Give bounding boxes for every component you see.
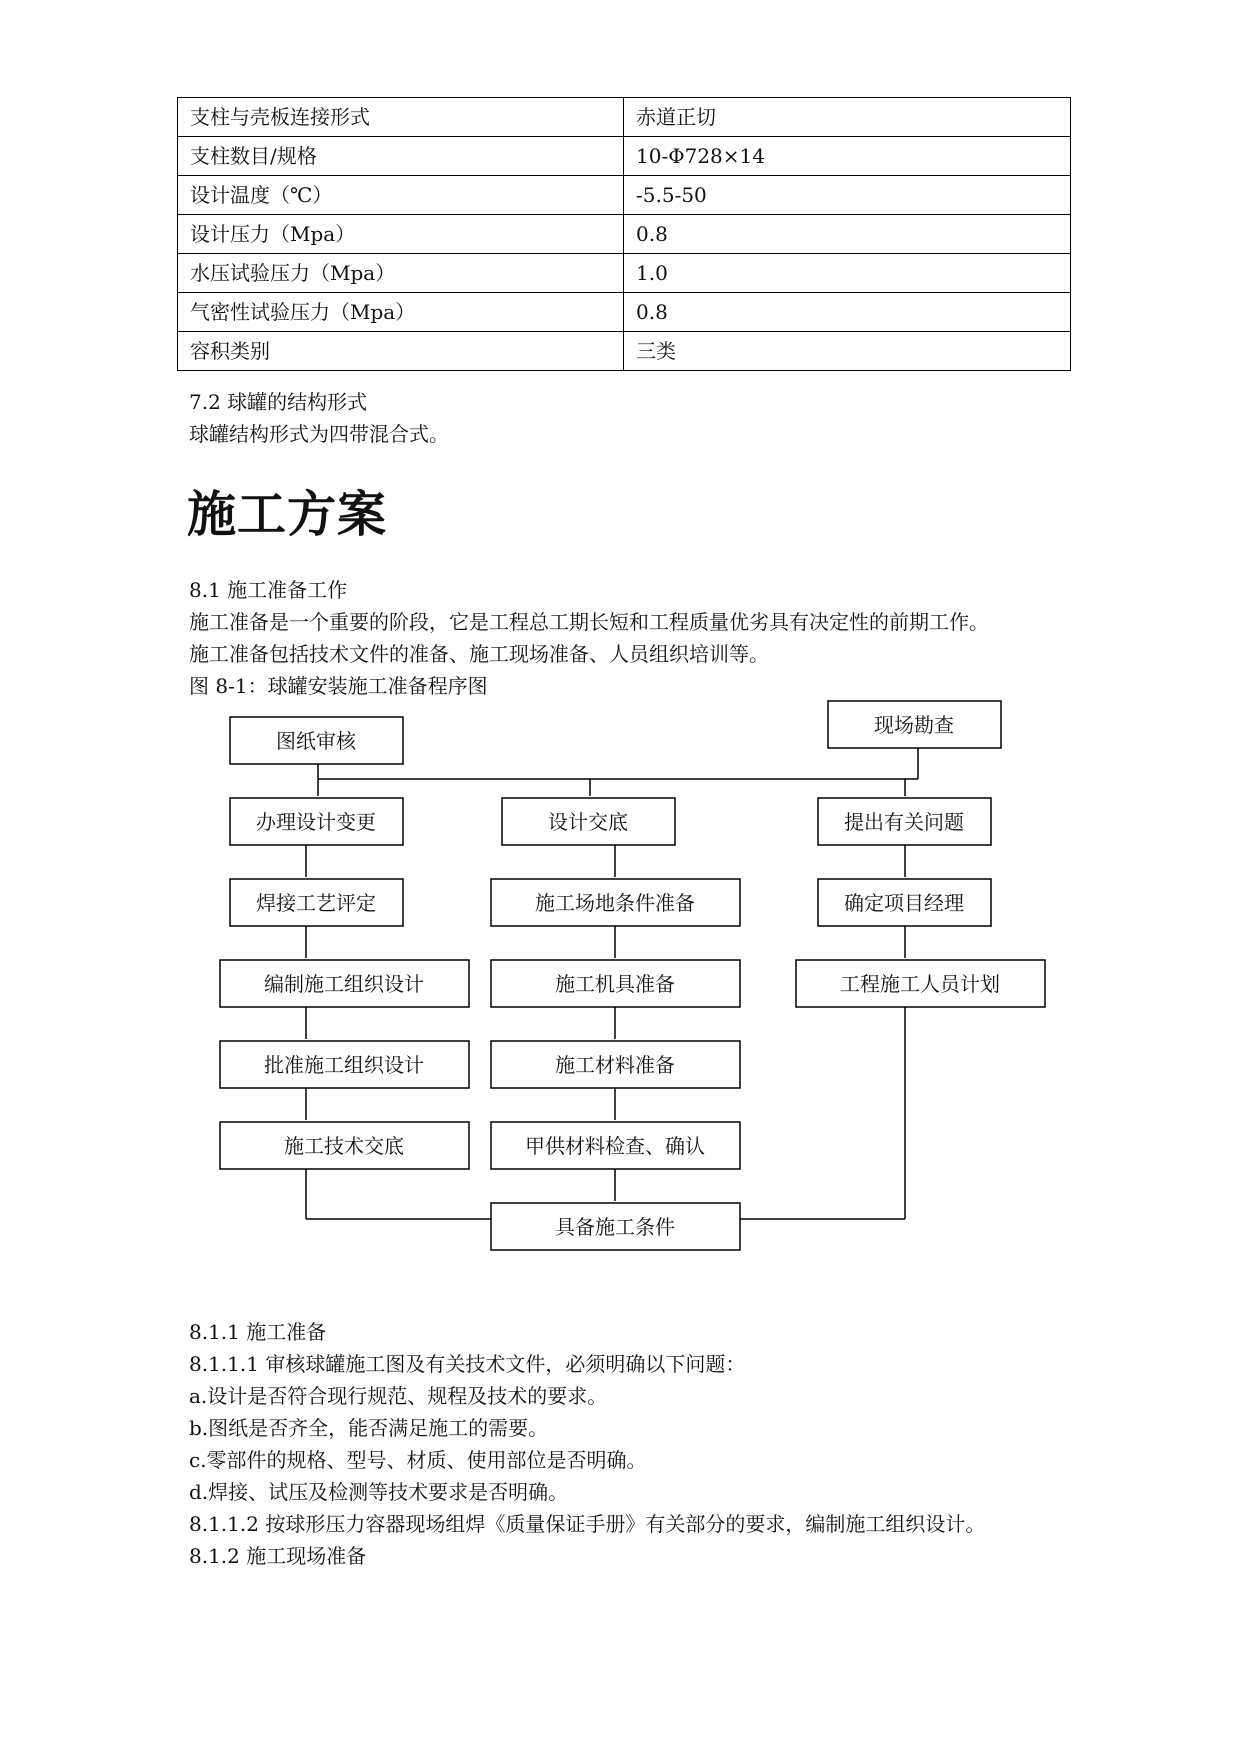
flow-box-ready-conditions xyxy=(491,1203,740,1250)
svg-text:施工材料准备: 施工材料准备 xyxy=(555,1053,675,1077)
flow-box-site-survey xyxy=(828,701,1001,748)
flow-box-materials-prep xyxy=(491,1041,740,1088)
spec-value: 三类 xyxy=(624,332,1071,371)
spec-label: 设计温度（℃） xyxy=(178,176,624,215)
spec-value: 1.0 xyxy=(624,254,1071,293)
spec-label: 气密性试验压力（Mpa） xyxy=(178,293,624,332)
flow-box-project-manager xyxy=(818,879,991,926)
section-7-2-title: 7.2 球罐的结构形式 xyxy=(189,390,368,414)
section-8-1-1-title: 8.1.1 施工准备 xyxy=(189,1320,327,1344)
svg-text:确定项目经理: 确定项目经理 xyxy=(844,891,964,915)
flow-box-tech-disclosure xyxy=(220,1122,469,1169)
flow-box-compile-org-design xyxy=(220,960,469,1007)
section-8-1-2-title: 8.1.2 施工现场准备 xyxy=(189,1544,367,1568)
flow-box-design-change xyxy=(230,798,403,845)
flow-box-welding-procedure xyxy=(230,879,403,926)
spec-value: 10-Φ728×14 xyxy=(624,137,1071,176)
list-item: b.图纸是否齐全，能否满足施工的需要。 xyxy=(189,1416,549,1440)
flow-box-approve-org-design xyxy=(220,1041,469,1088)
flow-box-machinery-prep xyxy=(491,960,740,1007)
section-8-1-para1: 施工准备是一个重要的阶段，它是工程总工期长短和工程质量优劣具有决定性的前期工作。 xyxy=(189,610,989,634)
spec-label: 容积类别 xyxy=(178,332,624,371)
list-item: a.设计是否符合现行规范、规程及技术的要求。 xyxy=(189,1384,608,1408)
list-item: d.焊接、试压及检测等技术要求是否明确。 xyxy=(189,1480,569,1504)
spec-label: 支柱数目/规格 xyxy=(178,137,624,176)
svg-text:设计交底: 设计交底 xyxy=(548,810,628,834)
svg-text:施工场地条件准备: 施工场地条件准备 xyxy=(535,891,695,915)
figure-caption: 图 8-1：球罐安装施工准备程序图 xyxy=(189,674,488,698)
spec-value: -5.5-50 xyxy=(624,176,1071,215)
svg-text:焊接工艺评定: 焊接工艺评定 xyxy=(256,891,376,915)
svg-text:办理设计变更: 办理设计变更 xyxy=(256,810,376,834)
flow-box-design-disclosure xyxy=(502,798,675,845)
svg-text:工程施工人员计划: 工程施工人员计划 xyxy=(840,972,1000,996)
section-8-1-1-2-title: 8.1.1.2 按球形压力容器现场组焊《质量保证手册》有关部分的要求，编制施工组织设计。 xyxy=(189,1512,986,1536)
flow-box-drawing-review xyxy=(230,717,403,764)
flow-box-raise-issues xyxy=(818,798,991,845)
section-8-1-1-1-title: 8.1.1.1 审核球罐施工图及有关技术文件，必须明确以下问题： xyxy=(189,1352,746,1376)
svg-text:批准施工组织设计: 批准施工组织设计 xyxy=(264,1053,424,1077)
svg-text:编制施工组织设计: 编制施工组织设计 xyxy=(264,972,424,996)
svg-text:施工机具准备: 施工机具准备 xyxy=(555,972,675,996)
spec-label: 设计压力（Mpa） xyxy=(178,215,624,254)
svg-text:甲供材料检查、确认: 甲供材料检查、确认 xyxy=(525,1134,705,1158)
svg-text:图纸审核: 图纸审核 xyxy=(276,729,356,753)
section-8-1-title: 8.1 施工准备工作 xyxy=(189,578,348,602)
chapter-heading: 施工方案 xyxy=(187,486,388,543)
svg-text:提出有关问题: 提出有关问题 xyxy=(844,810,964,834)
flow-box-site-conditions xyxy=(491,879,740,926)
spec-label: 水压试验压力（Mpa） xyxy=(178,254,624,293)
spec-label: 支柱与壳板连接形式 xyxy=(178,98,624,137)
svg-text:具备施工条件: 具备施工条件 xyxy=(555,1215,675,1239)
section-8-1-para2: 施工准备包括技术文件的准备、施工现场准备、人员组织培训等。 xyxy=(189,642,769,666)
list-item: c.零部件的规格、型号、材质、使用部位是否明确。 xyxy=(189,1448,647,1472)
section-7-2-body: 球罐结构形式为四带混合式。 xyxy=(189,422,449,446)
flow-box-supplied-materials xyxy=(491,1122,740,1169)
spec-value: 0.8 xyxy=(624,293,1071,332)
flow-box-personnel-plan xyxy=(796,960,1045,1007)
spec-value: 0.8 xyxy=(624,215,1071,254)
svg-text:施工技术交底: 施工技术交底 xyxy=(284,1134,404,1158)
svg-text:现场勘查: 现场勘查 xyxy=(874,713,954,737)
spec-value: 赤道正切 xyxy=(624,98,1071,137)
